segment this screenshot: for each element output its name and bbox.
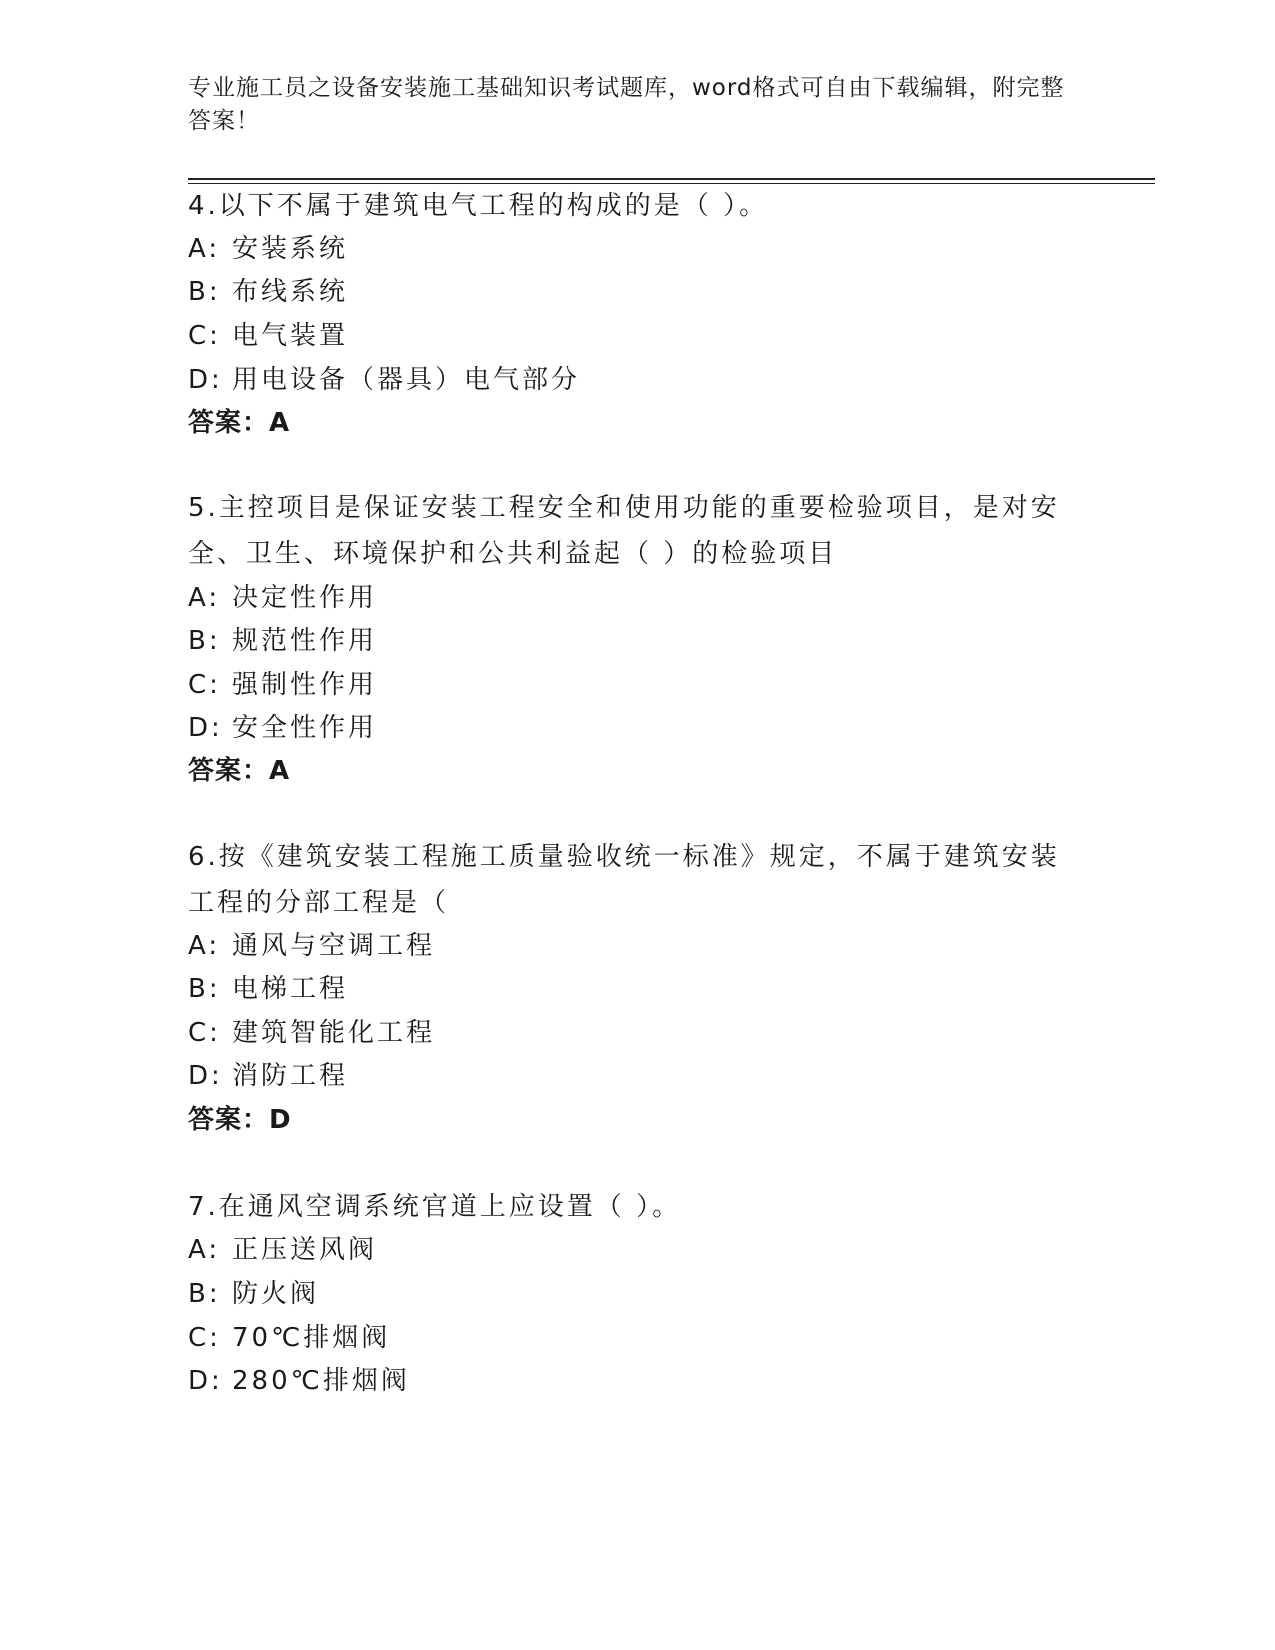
- header-rule-thick: [188, 178, 1155, 180]
- answer-line: 答案：D: [188, 1105, 292, 1135]
- option-b: [188, 269, 348, 315]
- option-c: [188, 662, 377, 708]
- option-c: [188, 1315, 390, 1361]
- option-text: 建筑智能化工程: [232, 1018, 436, 1048]
- option-d: [188, 357, 580, 403]
- option-a: [188, 575, 377, 621]
- option-letter: D:: [188, 1061, 223, 1091]
- option-letter: A:: [188, 1235, 221, 1265]
- option-letter: B:: [188, 277, 221, 307]
- option-letter: A:: [188, 931, 221, 961]
- question-stem: 7.在通风空调系统官道上应设置（ ）。: [188, 1192, 682, 1222]
- option-d: [188, 1053, 348, 1099]
- option-d: [188, 705, 377, 751]
- option-c: [188, 313, 348, 359]
- option-a: [188, 226, 348, 272]
- option-a: [188, 923, 435, 969]
- option-text: 消防工程: [232, 1061, 349, 1091]
- option-text: 电气装置: [232, 321, 349, 351]
- option-text: 用电设备（器具）电气部分: [232, 365, 581, 395]
- option-letter: D:: [188, 365, 223, 395]
- option-letter: D:: [188, 713, 223, 743]
- option-b: [188, 966, 348, 1012]
- option-letter: A:: [188, 234, 221, 264]
- option-b: [188, 618, 377, 664]
- option-c: [188, 1010, 435, 1056]
- option-text: 280℃排烟阀: [232, 1366, 410, 1396]
- option-text: 布线系统: [232, 277, 349, 307]
- option-text: 强制性作用: [232, 670, 378, 700]
- option-text: 正压送风阀: [232, 1235, 378, 1265]
- option-letter: C:: [188, 321, 221, 351]
- option-text: 70℃排烟阀: [232, 1323, 391, 1353]
- option-letter: B:: [188, 974, 221, 1004]
- option-text: 规范性作用: [232, 626, 378, 656]
- option-letter: B:: [188, 1279, 221, 1309]
- option-a: [188, 1227, 377, 1273]
- answer-line: 答案：A: [188, 408, 291, 438]
- option-letter: D:: [188, 1366, 223, 1396]
- option-text: 通风与空调工程: [232, 931, 436, 961]
- option-letter: B:: [188, 626, 221, 656]
- question-stem: 6.按《建筑安装工程施工质量验收统一标准》规定，不属于建筑安装工程的分部工程是（: [188, 842, 1060, 918]
- document-header: 专业施工员之设备安装施工基础知识考试题库，word格式可自由下载编辑，附完整答案！: [188, 75, 1065, 134]
- option-letter: C:: [188, 670, 221, 700]
- option-letter: C:: [188, 1018, 221, 1048]
- option-text: 防火阀: [232, 1279, 320, 1309]
- question-stem: 4.以下不属于建筑电气工程的构成的是（ ）。: [188, 191, 769, 221]
- option-d: [188, 1358, 410, 1404]
- option-text: 安全性作用: [232, 713, 378, 743]
- option-b: [188, 1271, 319, 1317]
- option-letter: C:: [188, 1323, 221, 1353]
- answer-line: 答案：A: [188, 756, 291, 786]
- option-text: 决定性作用: [232, 583, 378, 613]
- option-text: 安装系统: [232, 234, 349, 264]
- option-letter: A:: [188, 583, 221, 613]
- question-stem: 5.主控项目是保证安装工程安全和使用功能的重要检验项目，是对安全、卫生、环境保护和公共利益起（ ）的检验项目: [188, 493, 1060, 569]
- option-text: 电梯工程: [232, 974, 349, 1004]
